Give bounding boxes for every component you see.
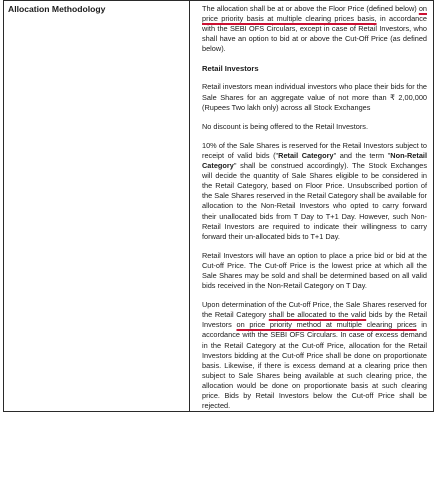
cutoff-paragraph: Retail Investors will have an option to place a price bid or bid at the Cut-off Price. The Cut-off Price is the lowest price at which all the Sale Shares may be sold and shall be determined based on all valid bids received in the Non-Retail Category on T Day. — [202, 250, 427, 291]
reserved-bold-2: Non-Retail Category — [202, 150, 427, 171]
intro-text-1: The allocation shall be at or above the Floor Price (defined below) — [202, 4, 419, 13]
allocation-table — [3, 0, 434, 412]
row-label: Allocation Methodology — [8, 4, 106, 14]
reserved-text-2: " and the term " — [333, 150, 391, 160]
allocation-paragraph — [202, 300, 427, 411]
allocation-text-3: in accordance with the SEBI OFS Circulars. In case of excess demand in the Retail Category at the Cut-off Price, allocation for the Retail Investors bidding at the Cut-off Price shall be done on proportionate basis. Likewise, if there is excess demand at a clearing price then subject to Sale Shares being available at such clearing price, the allocation would be done on proportionate basis at such clearing price. Bids by Retail Investors below the Cut-off Price shall be rejected. — [202, 320, 427, 411]
reserved-text-3: " shall be construed accordingly). The Stock Exchanges will decide the quantity of Sale Shares eligible to be considered in the Retail Category, based on Floor Price. Unsubscribed portion of the Sale Shares reserved in the Retail Category shall be available for allocation to the Non-Retail Investors who opted to carry forward their unallocated bids from T Day to T+1 Day. However, such Non-Retail Investors are required to indicate their willingness to carry forward their un-allocated bids to T+1 Day. — [202, 161, 427, 241]
intro-highlight: on price priority basis at multiple clearing prices basis, — [202, 4, 427, 24]
label-cell — [4, 1, 190, 412]
document-page — [3, 0, 434, 500]
intro-paragraph — [202, 4, 427, 54]
intro-text-2: in accordance with the SEBI OFS Circulars, except in case of Retail Investors, who shall have an option to bid at or above the Cut-Off Price (as defined below). — [202, 14, 427, 54]
allocation-text-1: Upon determination of the Cut-off Price, the Sale Shares reserved for the Retail Category — [202, 300, 427, 320]
content-cell — [190, 1, 434, 412]
reserved-bold-1: Retail Category — [278, 150, 334, 160]
table-row — [4, 1, 434, 412]
retail-definition-paragraph: Retail investors mean individual investors who place their bids for the Sale Shares for an aggregate value of not more than ₹ 2,00,000 (Rupees Two lakh only) across all Stock Exchanges — [202, 82, 427, 112]
allocation-text-2: bids by the Retail Investors — [202, 310, 428, 330]
section-heading: Retail Investors — [202, 64, 259, 74]
reserved-text-1: 10% of the Sale Shares is reserved for the Retail Investors subject to receipt of valid bids (" — [202, 140, 427, 160]
allocation-highlight-2: on price priority method at multiple clearing prices — [236, 320, 417, 330]
reserved-paragraph — [202, 141, 427, 242]
discount-paragraph: No discount is being offered to the Retail Investors. — [202, 121, 369, 131]
allocation-highlight-1: shall be allocated to the valid — [268, 310, 367, 320]
